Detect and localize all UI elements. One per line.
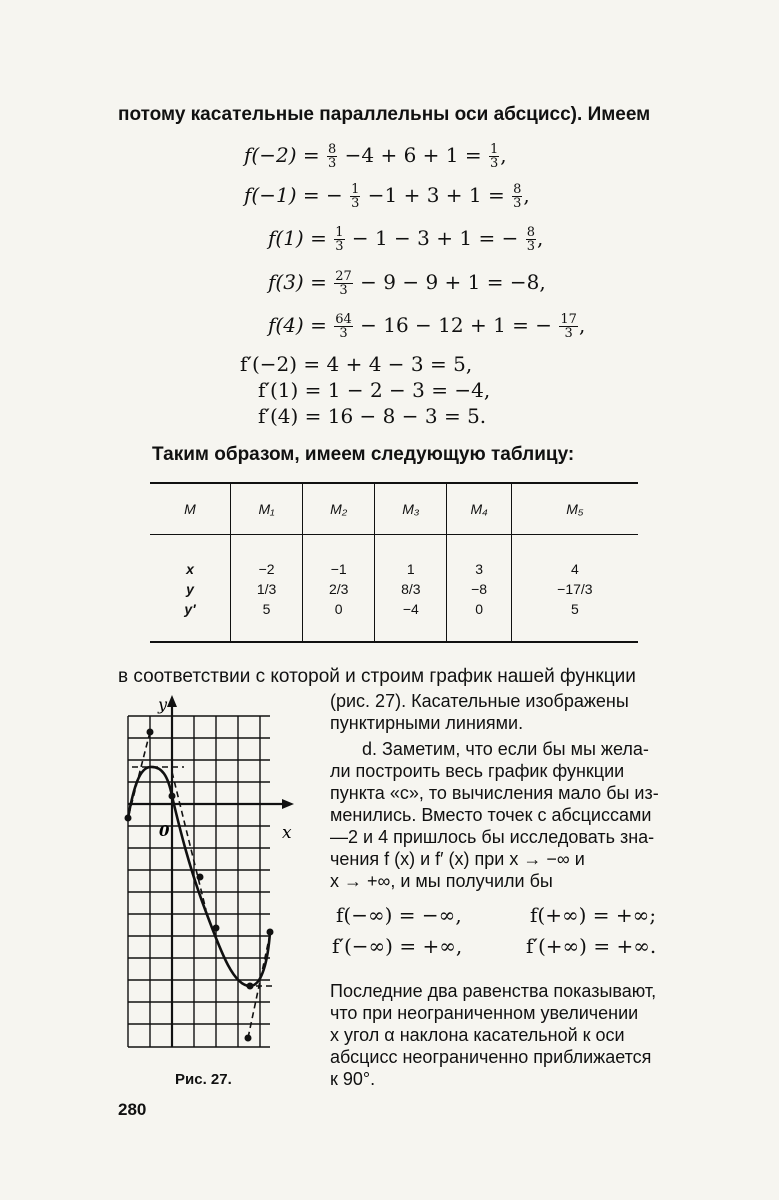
paragraph-line: в соответствии с которой и строим график нашей функции [118, 666, 636, 687]
table-cell: 3 [447, 535, 511, 580]
paragraph-line: менились. Вместо точек с абсциссами [330, 805, 652, 825]
paragraph-line: абсцисс неограниченно приближается [330, 1047, 652, 1067]
origin-label: 0 [159, 822, 170, 840]
table-cell: 8/3 [375, 579, 447, 599]
limit-fprime-plus-inf: f′(+∞) = +∞. [526, 934, 657, 958]
page-number: 280 [118, 1100, 147, 1119]
equation-f-4: f(4) = $\frac{64}{3}$ − 16 − 12 + 1 = − $\frac{17}{3}$ , [268, 312, 586, 341]
point-m1 [125, 815, 132, 822]
paragraph-block [330, 980, 656, 1090]
paragraph-line: Последние два равенства показывают, [330, 981, 657, 1001]
paragraph-line: ли построить весь график функции [330, 761, 625, 781]
point-tangent-top [147, 729, 154, 736]
table-header: M₁ [231, 483, 303, 535]
table-cell: 2/3 [303, 579, 375, 599]
table-header: M₃ [375, 483, 447, 535]
equation-fprime-minus-2: f′(−2) = 4 + 4 − 3 = 5, [240, 352, 473, 376]
equation-f-1: f(1) = $\frac{1}{3}$ − 1 − 3 + 1 = − $\frac{8}{3}$ , [268, 225, 544, 254]
table-cell: −8 [447, 579, 511, 599]
graph-points [125, 729, 274, 1042]
paragraph-line: чения f (x) и f′ (x) при x → −∞ и [330, 849, 585, 869]
table-row [150, 579, 638, 599]
table-cell: −17/3 [511, 579, 638, 599]
point-tangent-bottom [245, 1035, 252, 1042]
point-inflection [197, 874, 204, 881]
equation-f-minus-2: f(−2) = $\frac{8}{3}$ −4 + 6 + 1 = $\frac{1}{3}$ , [244, 142, 507, 171]
graph-axes [128, 695, 294, 1047]
limit-fprime-minus-inf: f′(−∞) = +∞, [332, 934, 463, 958]
values-table [150, 482, 638, 643]
table-cell: 5 [231, 599, 303, 642]
table-header: M₂ [303, 483, 375, 535]
paragraph-line: пункта «c», то вычисления мало бы из- [330, 783, 659, 803]
table-title: Таким образом, имеем следующую таблицу: [152, 444, 575, 465]
paragraph-line: d. Заметим, что если бы мы жела- [362, 739, 649, 759]
table-cell: 5 [511, 599, 638, 642]
paragraph-line: (рис. 27). Касательные изображены [330, 691, 629, 711]
equation-fprime-1: f′(1) = 1 − 2 − 3 = −4, [258, 378, 491, 402]
table-header: M [150, 483, 231, 535]
point-m3 [213, 925, 220, 932]
point-m4 [247, 983, 254, 990]
table-cell: 1/3 [231, 579, 303, 599]
table-cell: 0 [447, 599, 511, 642]
y-axis-label: y [158, 695, 168, 714]
table-cell: −1 [303, 535, 375, 580]
limit-f-minus-inf: f(−∞) = −∞, [336, 903, 462, 927]
row-label: x [186, 561, 194, 577]
table-cell: 0 [303, 599, 375, 642]
table-cell: 1 [375, 535, 447, 580]
function-graph [110, 690, 310, 1065]
point-m5 [267, 929, 274, 936]
paragraph-line: x → +∞, и мы получили бы [330, 871, 553, 891]
x-axis-label: x [282, 823, 292, 843]
paragraph-line: x угол α наклона касательной к оси [330, 1025, 625, 1045]
table-header: M₅ [511, 483, 638, 535]
paragraph-line: что при неограниченном увеличении [330, 1003, 639, 1023]
equation-fprime-4: f′(4) = 16 − 8 − 3 = 5. [258, 404, 487, 428]
point-m2 [169, 793, 176, 800]
paragraph-block [330, 738, 659, 892]
table-cell: −4 [375, 599, 447, 642]
table-header: M₄ [447, 483, 511, 535]
paragraph-line: пунктирными линиями. [330, 713, 524, 733]
paragraph-line: к 90°. [330, 1069, 376, 1089]
table-cell: −2 [231, 535, 303, 580]
table-row [150, 599, 638, 642]
equation-f-minus-1: f(−1) = − $\frac{1}{3}$ −1 + 3 + 1 = $\frac{8}{3}$ , [244, 182, 530, 211]
paragraph-line: —2 и 4 пришлось бы исследовать зна- [330, 827, 655, 847]
equation-f-3: f(3) = $\frac{27}{3}$ − 9 − 9 + 1 = −8, [268, 269, 546, 298]
paragraph-block [330, 690, 629, 734]
intro-line: потому касательные параллельны оси абсцисс). Имеем [118, 104, 651, 125]
row-label: y [186, 581, 194, 597]
table-cell: 4 [511, 535, 638, 580]
table-row [150, 535, 638, 580]
figure-caption: Рис. 27. [175, 1071, 232, 1088]
row-label: y′ [184, 601, 196, 617]
limit-f-plus-inf: f(+∞) = +∞; [530, 903, 657, 927]
table-header-row [150, 483, 638, 535]
